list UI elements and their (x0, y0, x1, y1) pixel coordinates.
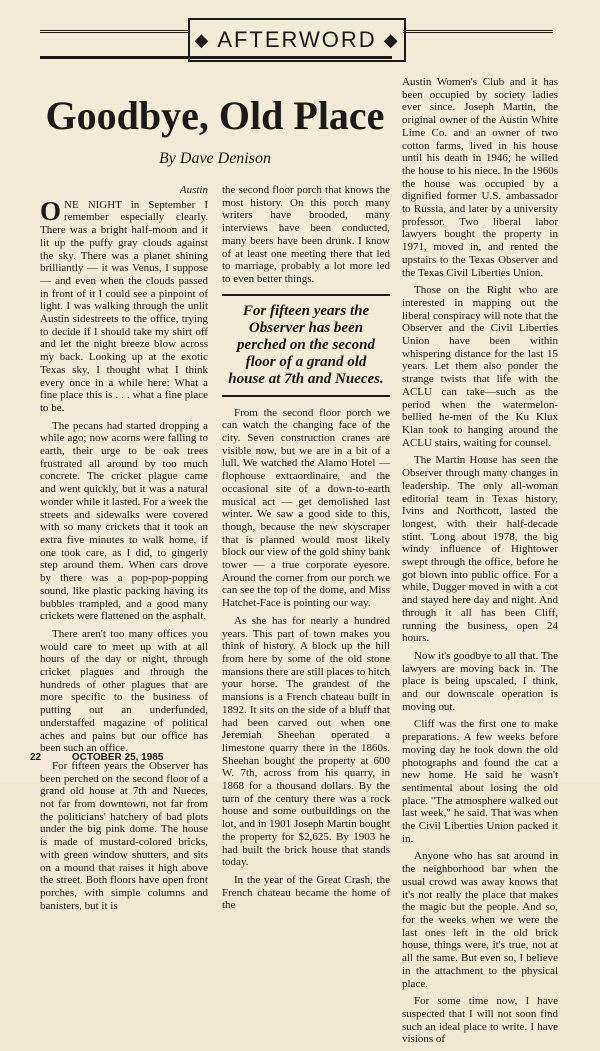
header-bar (40, 56, 392, 59)
article-byline: By Dave Denison (159, 150, 271, 167)
header-rule-left (40, 30, 188, 33)
paragraph: From the second floor porch we can watch the changing face of the city. Seven construction cranes are visible now, but we are in a bit of a lull. We watched the Alamo Hotel — flophouse extraordinaire, and the occasional site of a down-to-earth musical act — get demolished last winter. We saw a good side to this, though, because the new skyscraper that is planned would most likely block our view of the gold shiny bank tower — a true corporate eyesore. Around the corner from our porch we can see the top of the dome, and Miss Hatchet-Face is pointing our way. (222, 406, 390, 610)
header-rule-right (403, 30, 553, 33)
paragraph: As she has for nearly a hundred years. This part of town makes you think of history. A block up the hill from here by some of the old stone mansions there are still places to hitch your horse. The grandest of the mansions is a French chateau built in 1892. It sits on the side of a bluff that had been carved out when one Jeremiah Sheehan operated a limestone quarry there in the 1860s. Sheehan bought the property at 600 W. 7th, across from his quarry, in 1868 for a thousand dollars. By the turn of the century there was a rock house and some outbuildings on the lot, and in 1901 Joseph Martin bought the property for $2,625. By 1903 he had built the brick house that stands today. (222, 614, 391, 869)
paragraph: Austin Women's Club and it has been occupied by society ladies ever since. Joseph Martin, the original owner of the Austin White Lime Co. and an owner of two cotton farms, lived in his house until his death in 1946; he willed the house to his niece. In the 1960s the house was occupied by a dignified former U.S. ambassador to Russia, and later by a university professor. Two liberal labor lawyers bought the property in 1971, moved in, and rented the upstairs to the Texas Observer and the Texas Civil Liberties Union. (402, 76, 558, 279)
article-column-2 (222, 184, 390, 917)
article-column-3 (402, 76, 558, 1051)
paragraph: In the year of the Great Crash, the French chateau became the home of the (222, 873, 390, 912)
paragraph: the second floor porch that knows the most history. On this porch many writers have brooded, many interviews have been conducted, many beers have been drunk. I know of at least one meeting there that led to marriage, probably a lot more led to even better things. (222, 184, 390, 285)
drop-cap: O (40, 195, 62, 226)
article-column-1 (40, 184, 208, 917)
page-footer (30, 752, 191, 763)
dateline: Austin (179, 184, 208, 196)
paragraph: Now it's goodbye to all that. The lawyers are moving back in. The place is being upscaled, I think, and our downscale operation is moving out. (402, 649, 558, 713)
paragraph: Those on the Right who are interested in mapping out the liberal conspiracy will note that the Observer and the Civil Liberties Union have been within whispering distance for the last 15 years. Let them also ponder the strange twists that life with the ACLU can take—such as the period when the watermelon-bellied he-men of the Ku Klux Klan took to hanging around the ACLU stairs, waiting for counsel. (402, 284, 558, 449)
section-title: AFTERWORD (217, 27, 377, 52)
paragraph: There aren't too many offices you would care to meet up with at all hours of the day or night, through cricket plagues and through the hundreds of other plagues that are more specific to the business of putting out an underfunded, understaffed magazine of political aches and pains but our office has been such an office. (40, 627, 208, 755)
diamond-icon: ◆ (194, 29, 211, 50)
article-headline: Goodbye, Old Place (45, 93, 385, 138)
paragraph: Anyone who has sat around in the neighborhood bar when the usual crowd was away knows that it's not really the place that makes the magic but the people. And so, for the weeks when we were the last ones left in the old brick house, things were, it's true, not at all the same. But even so, I believe in the attachment to the physical place. (402, 850, 558, 990)
diamond-icon: ◆ (383, 29, 400, 50)
page-number: 22 (30, 752, 42, 763)
paragraph: ONE NIGHT in September I remember especially clearly. There was a bright half-moon and it lit up the puffy gray clouds against the sky. There was a planet shining brilliantly — it was Venus, I suppose — and even when the clouds passed in front of it I could see a pinpoint of light. I was walking through the unlit Austin sidestreets to the office, trying to decide if I should take my shirt off and let the night breeze blow across my back. Looking up at the exotic Texas sky, I thought what I think every once in a while here: What a fine place this is . . . what a fine place to be. (40, 195, 208, 414)
paragraph: The Martin House has seen the Observer through many changes in leadership. The only all-woman editorial team in Texas history, Ivins and Northcott, lasted the longest, with their half-decade stint. 'Long about 1978, the big windy influence of Hightower swept through the office, before he got blown into public office. For a while, Dugger moved in with a cot and stayed here day and night. And through it all has been Cliff, running the business, open 24 hours. (402, 454, 558, 645)
paragraph: For some time now, I have suspected that I will not soon find such an ideal place to write. I have visions of (402, 995, 558, 1046)
paragraph: The pecans had started dropping a while ago; now acorns were falling to earth, their urge to be oak trees frustrated all around by too much concrete. The cricket plague came and went quickly, but it was a natural wonder while it lasted. For a week the streets and sidewalks were covered with so many crickets that it took an extra five minutes to walk home, if one took care, as I did, to gingerly step around them. When cars drove by there was a pop-pop-popping sound, like plastic packing having its bubbles trampled, and a good many crickets were flattened on the asphalt. (40, 419, 209, 623)
issue-date: OCTOBER 25, 1985 (71, 752, 164, 763)
paragraph: Cliff was the first one to make preparations. A few weeks before moving day he took down the old photographs and found the cat a new home. He said he wasn't sentimental about losing the old place. "The atmosphere walked out last week," he said. That was when the Civil Liberties Union packed it in. (402, 718, 558, 845)
pull-quote: For fifteen years the Observer has been perched on the second floor of a grand old house at 7th and Nueces. (222, 294, 390, 397)
paragraph: For fifteen years the Observer has been perched on the second floor of a grand old house at 7th and Nueces, not far from downtown, not far from the politicians' hatchery of bad plots under the big pink dome. The house is made of mustard-colored bricks, with green window shutters, and sits on a mound that raises it high above the street. Both floors have open front porches, with simple columns and banisters, but it is (40, 759, 208, 912)
